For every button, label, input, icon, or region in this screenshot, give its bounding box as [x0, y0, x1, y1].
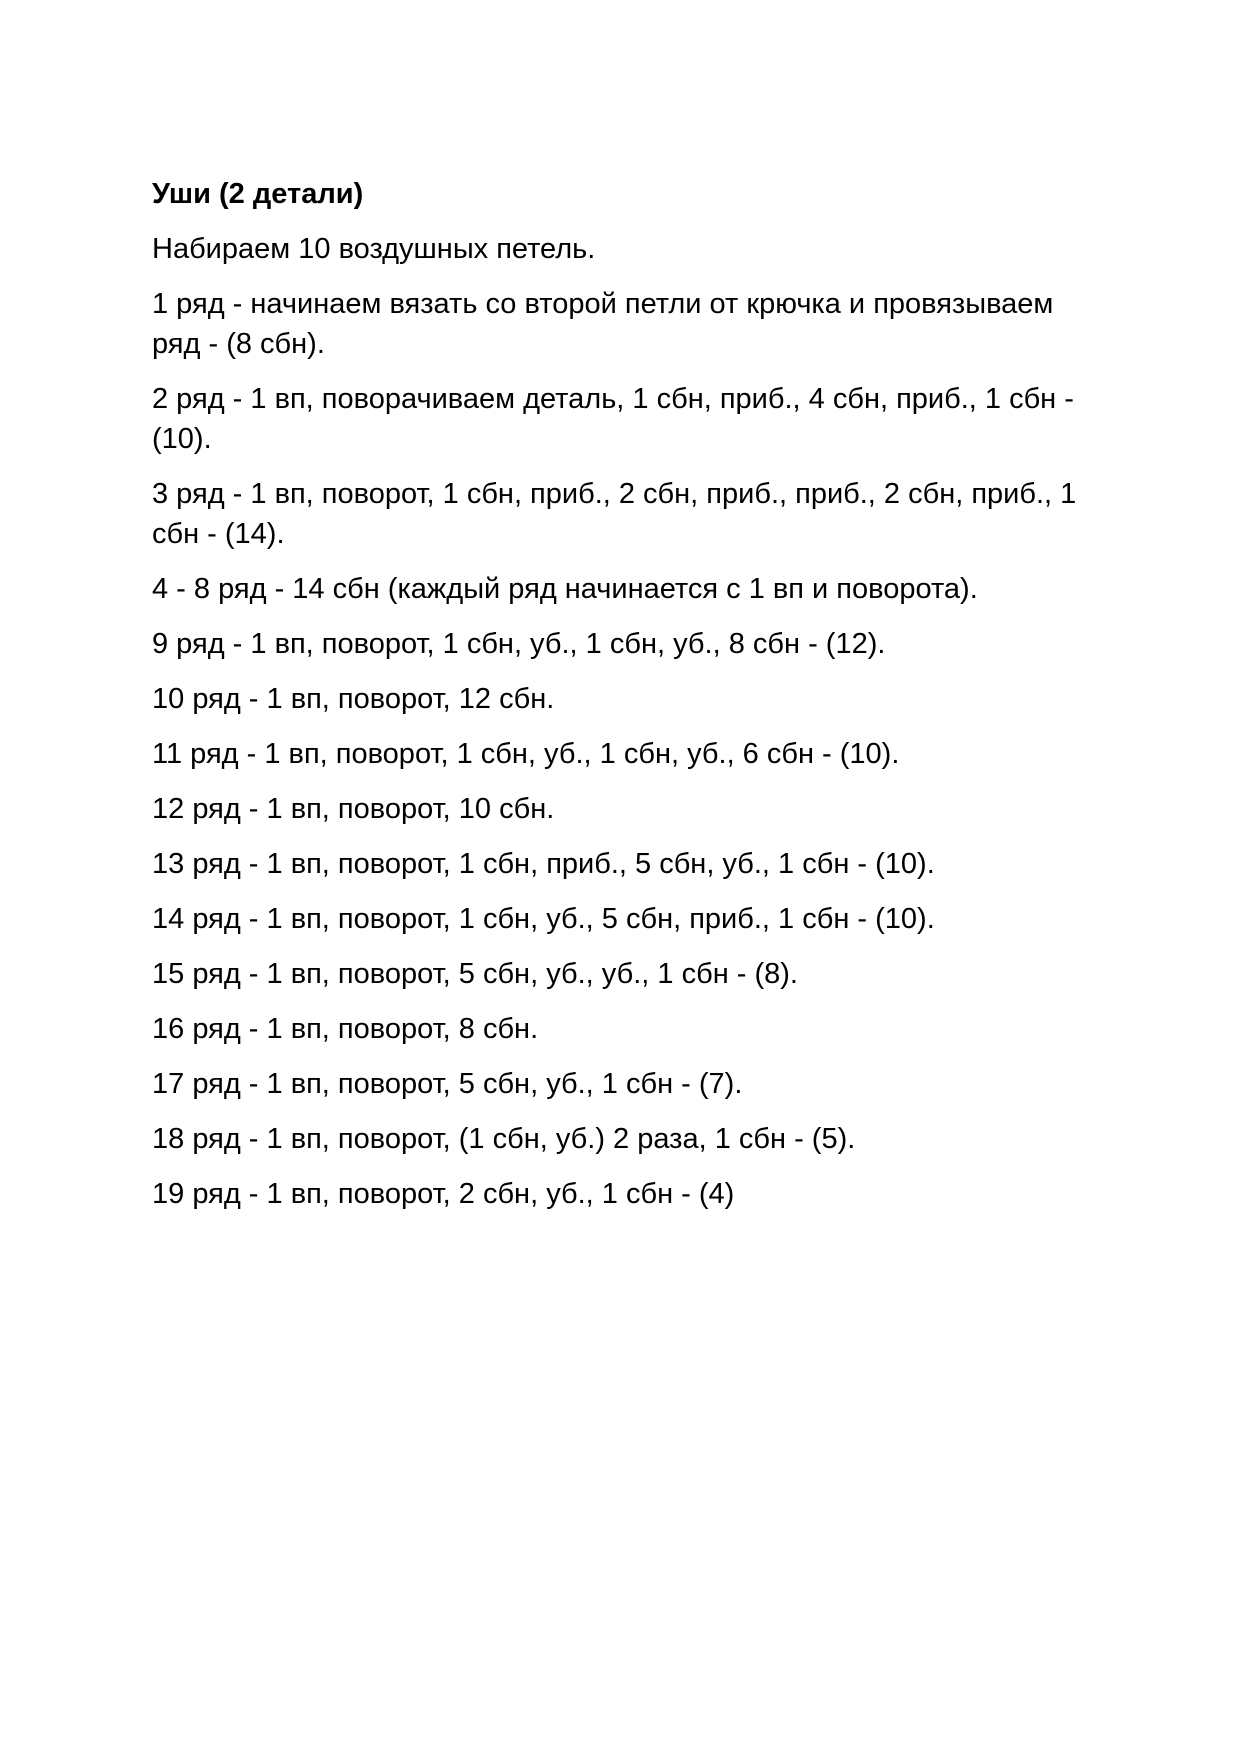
paragraph-row-11: 11 ряд - 1 вп, поворот, 1 сбн, уб., 1 сбн, уб., 6 сбн - (10).: [152, 738, 900, 770]
paragraph-row-16: 16 ряд - 1 вп, поворот, 8 сбн.: [152, 1013, 539, 1045]
section-title: Уши (2 детали): [152, 178, 364, 210]
paragraph-row-2: 2 ряд - 1 вп, поворачиваем деталь, 1 сбн, приб., 4 сбн, приб., 1 сбн - (10).: [152, 383, 1074, 455]
paragraph-row-9: 9 ряд - 1 вп, поворот, 1 сбн, уб., 1 сбн, уб., 8 сбн - (12).: [152, 628, 886, 660]
paragraph-row-14: 14 ряд - 1 вп, поворот, 1 сбн, уб., 5 сбн, приб., 1 сбн - (10).: [152, 903, 935, 935]
paragraph-row-10: 10 ряд - 1 вп, поворот, 12 сбн.: [152, 683, 555, 715]
paragraph-row-3: 3 ряд - 1 вп, поворот, 1 сбн, приб., 2 сбн, приб., приб., 2 сбн, приб., 1 сбн - (14).: [152, 478, 1077, 550]
paragraph-row-17: 17 ряд - 1 вп, поворот, 5 сбн, уб., 1 сбн - (7).: [152, 1068, 743, 1100]
paragraph-row-18: 18 ряд - 1 вп, поворот, (1 сбн, уб.) 2 раза, 1 сбн - (5).: [152, 1123, 856, 1155]
paragraph-row-13: 13 ряд - 1 вп, поворот, 1 сбн, приб., 5 сбн, уб., 1 сбн - (10).: [152, 848, 935, 880]
paragraph-row-12: 12 ряд - 1 вп, поворот, 10 сбн.: [152, 793, 555, 825]
paragraph-row-15: 15 ряд - 1 вп, поворот, 5 сбн, уб., уб., 1 сбн - (8).: [152, 958, 798, 990]
paragraph-row-19: 19 ряд - 1 вп, поворот, 2 сбн, уб., 1 сбн - (4): [152, 1178, 735, 1210]
paragraph-row-1: 1 ряд - начинаем вязать со второй петли от крючка и провязываем ряд - (8 сбн).: [152, 288, 1054, 360]
paragraph-intro: Набираем 10 воздушных петель.: [152, 233, 596, 265]
paragraph-rows-4-8: 4 - 8 ряд - 14 сбн (каждый ряд начинается с 1 вп и поворота).: [152, 573, 978, 605]
document-page: [152, 174, 1092, 1229]
